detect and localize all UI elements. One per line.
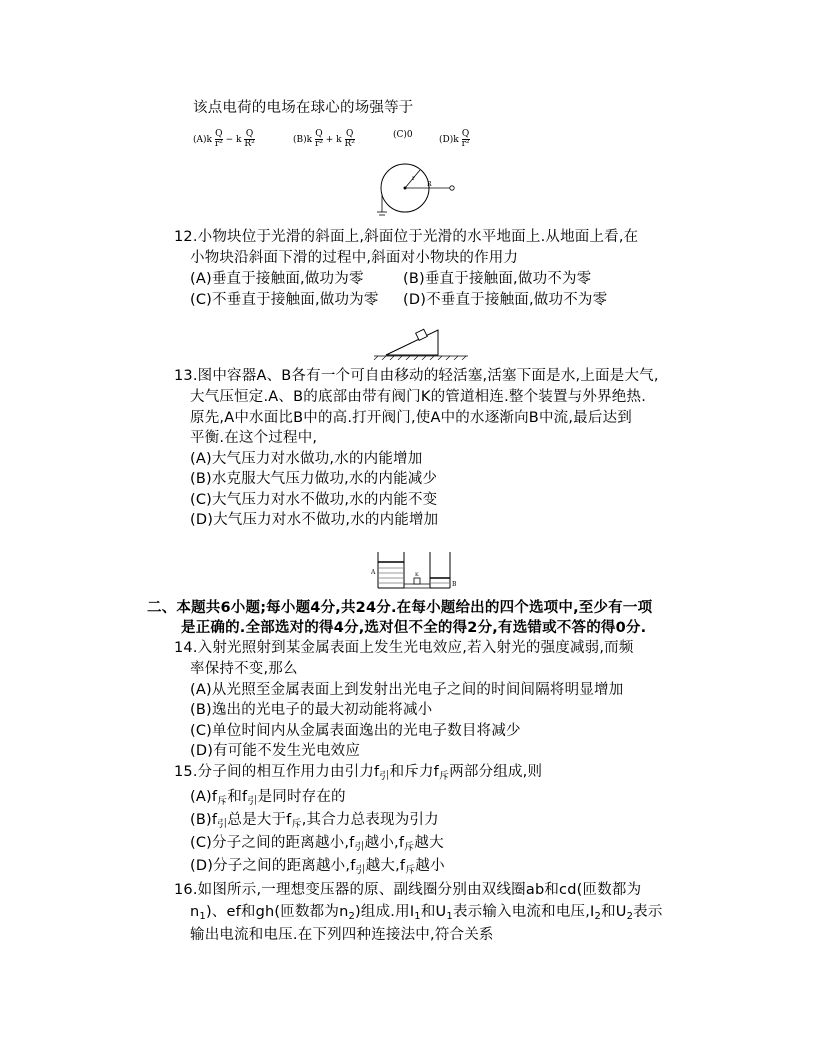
q12-incline-figure — [372, 326, 470, 360]
q16-line-2: $n_1$)、ef和gh(匝数都为$n_2$)组成.用$I_1$和$U_1$表示输入电流和电压$,I_2$和$U_2$表示 — [190, 904, 663, 922]
q13-containers-figure — [366, 548, 462, 592]
q12-line-2: 小物块沿斜面下滑的过程中,斜面对小物块的作用力 — [190, 250, 519, 266]
q11-label-R: R — [427, 181, 432, 188]
q14-option-a: (A)从光照至金属表面上到发射出光电子之间的时间间隔将明显增加 — [190, 682, 624, 698]
q16-line-3: 输出电流和电压.在下列四种连接法中,符合关系 — [190, 927, 494, 943]
q15-option-b: $(B)f_引$总是大于$f_斥$,其合力总表现为引力 — [190, 812, 439, 830]
q12-option-c: (C)不垂直于接触面,做功为零 — [190, 292, 379, 308]
q16-line-1: 16.如图所示,一理想变压器的原、副线圈分别由双线圈ab和cd(匝数都为 — [174, 882, 642, 898]
q13-option-b: (B)水克服大气压力做功,水的内能减少 — [190, 471, 438, 487]
q14-line-2: 率保持不变,那么 — [190, 661, 298, 677]
section2-heading-line-2: 是正确的.全部选对的得4分,选对但不全的得2分,有选错或不答的得0分. — [181, 620, 647, 636]
q13-line-3: 原先,A中水面比B中的高.打开阀门,使A中的水逐渐向B中流,最后达到 — [190, 410, 632, 426]
q13-option-d: (D)大气压力对水不做功,水的内能增加 — [190, 512, 439, 528]
q15-stem: 15.分子间的相互作用力由引力$f_引$和斥力$f_斥$两部分组成,则 — [174, 764, 543, 782]
q13-label-k: K — [415, 572, 419, 578]
q13-option-c: (C)大气压力对水不做功,水的内能不变 — [190, 492, 438, 508]
q12-line-1: 12.小物块位于光滑的斜面上,斜面位于光滑的水平地面上.从地面上看,在 — [174, 229, 639, 245]
q11-option-c: (C)0 — [393, 130, 413, 140]
q13-option-a: (A)大气压力对水做功,水的内能增加 — [190, 451, 423, 467]
q12-option-b: (B)垂直于接触面,做功不为零 — [403, 271, 592, 287]
q11-label-r: r — [412, 175, 415, 182]
q15-option-c: (C)分子之间的距离越小$,f_引$越小$,f_斥$越大 — [190, 835, 444, 853]
q12-option-a: (A)垂直于接触面,做功为零 — [190, 271, 364, 287]
section2-heading-line-1: 二、本题共6小题;每小题4分,共24分.在每小题给出的四个选项中,至少有一项 — [147, 600, 653, 616]
q13-line-1: 13.图中容器A、B各有一个可自由移动的轻活塞,活塞下面是水,上面是大气, — [174, 368, 659, 384]
q11-option-b: $(B)k \frac{Q}{\text{r²}} + k \frac{Q}{\text{R²}}$ — [293, 129, 355, 149]
q13-line-2: 大气压恒定.A、B的底部由带有阀门K的管道相连.整个装置与外界绝热. — [190, 389, 646, 405]
q14-option-b: (B)逸出的光电子的最大初动能将减小 — [190, 702, 433, 718]
q13-label-b: B — [452, 581, 457, 588]
q15-option-a: $(A)f_斥$和$f_引$是同时存在的 — [190, 789, 346, 807]
q13-line-4: 平衡.在这个过程中, — [190, 430, 318, 446]
q14-option-d: (D)有可能不发生光电效应 — [190, 743, 361, 759]
q14-line-1: 14.入射光照射到某金属表面上发生光电效应,若入射光的强度减弱,而频 — [174, 640, 634, 656]
q11-option-d: $(D)k \frac{Q}{\text{r²}}$ — [439, 129, 470, 149]
q11-stem-tail: 该点电荷的电场在球心的场强等于 — [193, 100, 414, 116]
q12-option-d: (D)不垂直于接触面,做功不为零 — [403, 292, 608, 308]
q14-option-c: (C)单位时间内从金属表面逸出的光电子数目将减少 — [190, 723, 521, 739]
q11-options — [193, 122, 493, 148]
q11-option-a: $(A)k \frac{Q}{\text{r²}} - k \frac{Q}{\text{R²}}$ — [193, 129, 255, 149]
q15-option-d: (D)分子之间的距离越小$,f_引$越大$,f_斥$越小 — [190, 858, 445, 876]
q11-sphere-figure — [372, 160, 462, 222]
q13-label-a: A — [371, 569, 376, 576]
